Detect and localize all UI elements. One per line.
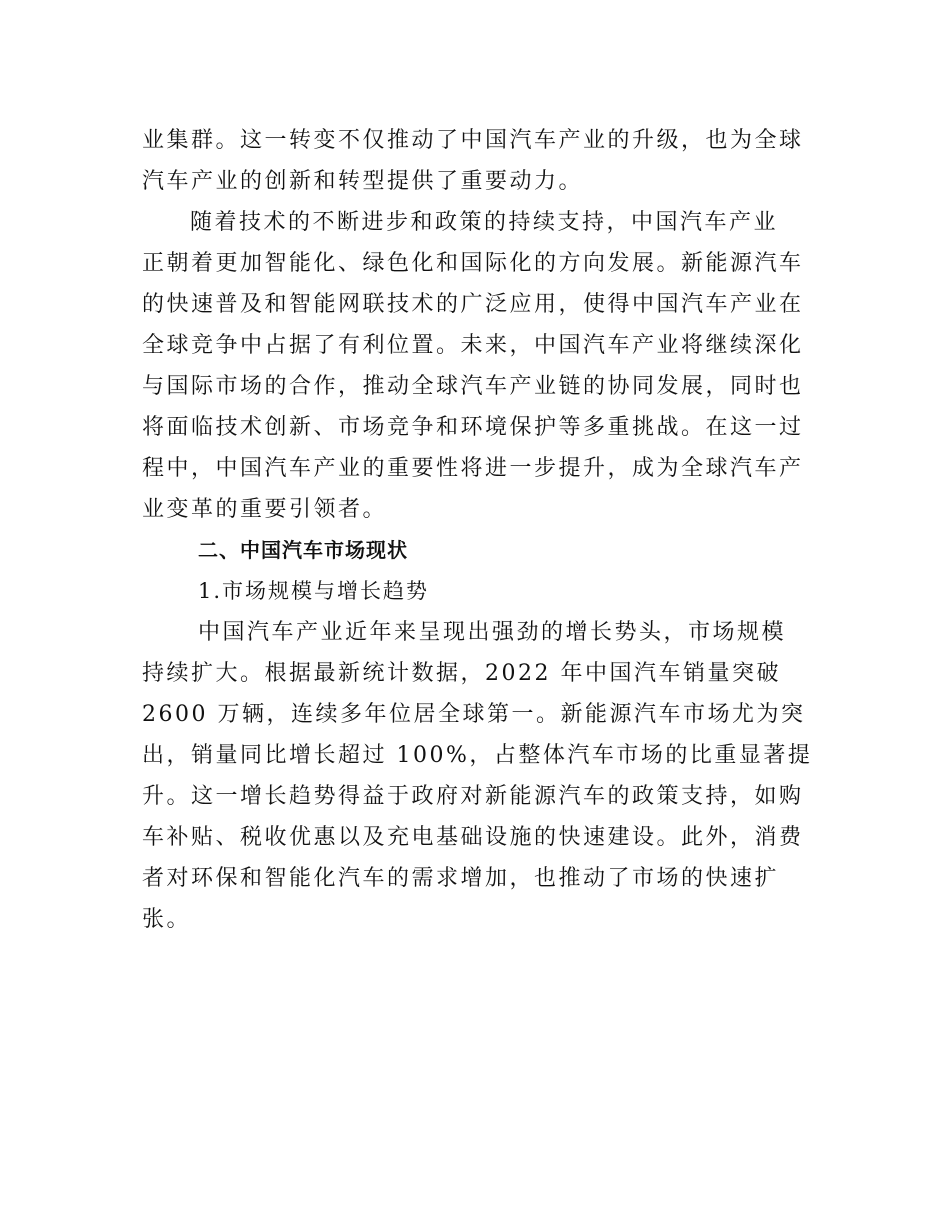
text-line: 张。 (142, 907, 192, 932)
text-line: 汽车产业的创新和转型提供了重要动力。 (142, 169, 584, 194)
text-line: 2600 万辆，连续多年位居全球第一。新能源汽车市场尤为突 (142, 702, 806, 727)
text-line: 与国际市场的合作，推动全球汽车产业链的协同发展，同时也 (142, 374, 804, 399)
subsection-heading: 1.市场规模与增长趋势 (198, 579, 430, 603)
text-line: 车补贴、税收优惠以及充电基础设施的快速建设。此外，消费 (142, 825, 804, 850)
text-line: 正朝着更加智能化、绿色化和国际化的方向发展。新能源汽车 (142, 251, 804, 276)
text-line: 中国汽车产业近年来呈现出强劲的增长势头，市场规模 (198, 620, 787, 645)
text-line: 出，销量同比增长超过 100%，占整体汽车市场的比重显著提 (142, 743, 813, 768)
text-line: 的快速普及和智能网联技术的广泛应用，使得中国汽车产业在 (142, 292, 804, 317)
text-line: 持续扩大。根据最新统计数据，2022 年中国汽车销量突破 (142, 661, 781, 686)
document-page (142, 120, 813, 940)
text-line: 者对环保和智能化汽车的需求增加，也推动了市场的快速扩 (142, 866, 780, 891)
paragraph-market-scale (142, 612, 813, 940)
text-line: 升。这一增长趋势得益于政府对新能源汽车的政策支持，如购 (142, 784, 804, 809)
text-line: 全球竞争中占据了有利位置。未来，中国汽车产业将继续深化 (142, 333, 804, 358)
paragraph-industry-cluster (142, 120, 810, 202)
text-line: 随着技术的不断进步和政策的持续支持，中国汽车产业 (190, 210, 779, 235)
text-line: 业集群。这一转变不仅推动了中国汽车产业的升级，也为全球 (142, 128, 804, 153)
text-line: 程中，中国汽车产业的重要性将进一步提升，成为全球汽车产 (142, 456, 804, 481)
text-line: 业变革的重要引领者。 (142, 497, 388, 522)
section-heading: 二、中国汽车市场现状 (198, 538, 408, 562)
text-line: 将面临技术创新、市场竞争和环境保护等多重挑战。在这一过 (142, 415, 804, 440)
paragraph-future-outlook (142, 202, 810, 530)
